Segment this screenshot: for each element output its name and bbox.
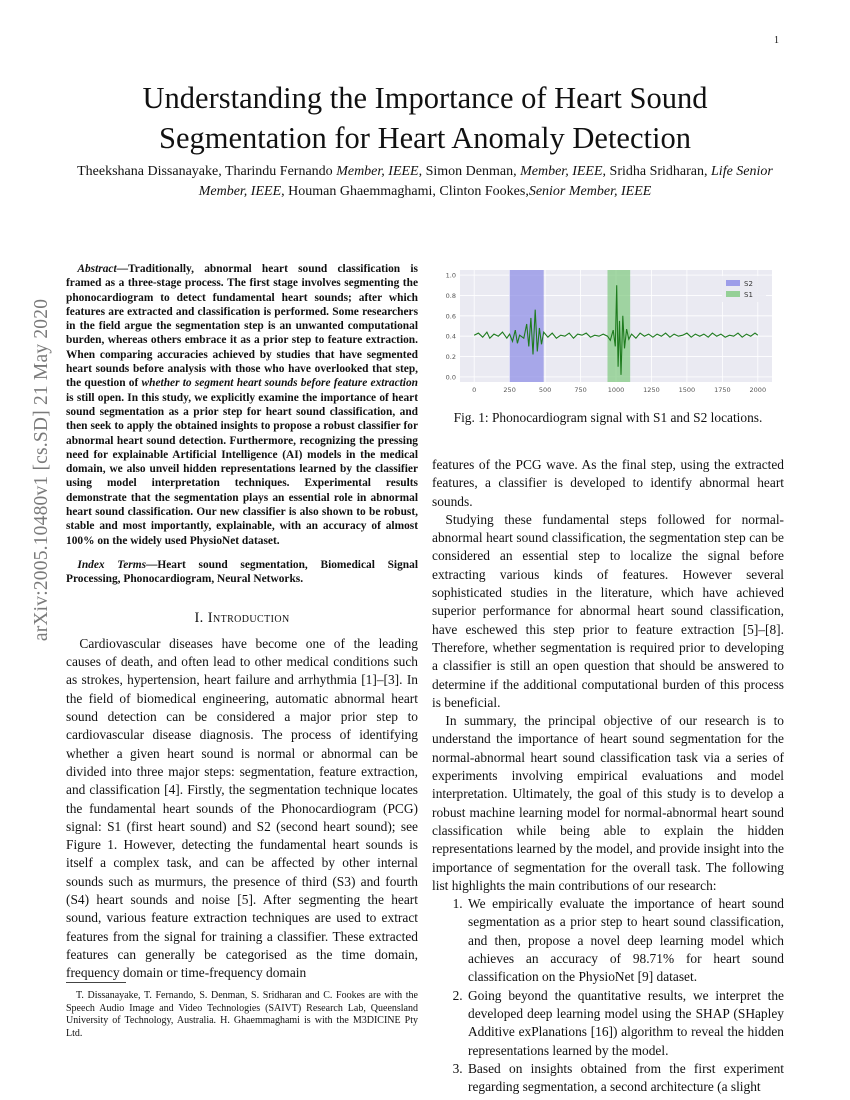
footnote-text: T. Dissanayake, T. Fernando, S. Denman, S. Sridharan and C. Fookes are with the Speech Audio Image and Video Technologies (SAIVT) Research Lab, Queensland University of Technology, Australia. H. Ghaemmaghami is with the M3DICINE Pty Ltd. [66,990,418,1039]
x-tick-label: 1750 [714,386,731,394]
legend-swatch-s2 [726,280,740,286]
y-tick-label: 0.8 [445,291,456,300]
intro-paragraph-1: Cardiovascular diseases have become one of the leading causes of death, and often lead to other medical conditions such as strokes, hypertension, heart failure and arrhythmia [1]–[3]. In the field of biomedical engineering, automatic abnormal heart sound detection can be considered a major prior step to cardiovascular disease diagnosis. The process of identifying whether a given heart sound is normal or abnormal can be divided into three major steps: segmentation, feature extraction, and classification [4]. Firstly, the segmentation technique locates the fundamental heart sounds of the Phonocardiogram (PCG) signal: S1 (first heart sound) and S2 (second heart sound); see Figure 1. However, detecting the fundamental heart sounds is itself a complex task, and can be affected by other internal sounds such as murmurs, the presence of third (S3) and fourth (S4) heart sounds and noise [5]. After segmenting the heart sound, various feature extraction techniques are used to extract features from the signal for training a classifier. These extracted features can generally be categorised as the time domain, frequency domain or time-frequency domain [66,635,418,981]
abstract: Abstract—Traditionally, abnormal heart sound classification is framed as a three-stage process. The first stage involves segmenting the phonocardiogram to detect fundamental heart sounds; after which features are extracted and classification is performed. Some researchers in the field argue the segmentation step is an unwanted computational burden, whereas others embrace it as a prior step to feature extraction. When comparing accuracies achieved by studies that have segmented heart sounds before analysis with those who have overlooked that step, the question of whether to segment heart sounds before feature extraction is still open. In this study, we explicitly examine the importance of heart sound segmentation as a prior step for heart sound classification, and then seek to apply the obtained insights to propose a robust classifier for abnormal heart sound detection. Furthermore, recognizing the pressing need for explainable Artificial Intelligence (AI) models in the medical domain, we also unveil hidden representations learned by the classifier using model interpretation techniques. Experimental results demonstrate that the segmentation plays an essential role in abnormal heart sound classification. Our new classifier is also shown to be robust, stable and most importantly, explainable, with an accuracy of almost 100% on the widely used PhysioNet dataset. [66,263,418,547]
x-tick-label: 750 [574,386,587,394]
y-tick-label: 0.0 [445,373,456,382]
x-tick-label: 250 [503,386,516,394]
contribution-item: 3. Based on insights obtained from the first experiment regarding segmentation, a second architecture (a slight [466,1060,784,1097]
contribution-item: 2. Going beyond the quantitative results, we interpret the developed deep learning model using the SHAP (SHapley Additive exPlanations [16]) algorithm to reveal the hidden representations learned by the model. [466,987,784,1060]
index-terms-text: Heart sound segmentation, Biomedical Signal Processing, Phonocardiogram, Neural Networks. [66,558,418,586]
x-tick-label: 1500 [678,386,696,394]
footnote-divider [66,982,126,983]
arxiv-side-identifier [30,260,54,680]
left-column [66,262,418,982]
x-tick-label: 1000 [607,386,625,394]
author-affiliation-footnote [66,990,418,1040]
contribution-item: 1. We empirically evaluate the importance of heart sound segmentation as a prior step to heart sound classification, and then, propose a novel deep learning model which achieves an accuracy of 98.71% for heart sound classification on the PhysioNet [9] dataset. [466,895,784,986]
x-tick-label: 500 [538,386,552,394]
y-tick-label: 0.6 [445,312,456,321]
section-heading-introduction [66,609,418,627]
author-list: Theekshana Dissanayake, Tharindu Fernando Member, IEEE, Simon Denman, Member, IEEE, Sridha Sridharan, Life Senior Member, IEEE, Houman Ghaemmaghami, Clinton Fookes,Senior Member, IEEE [77,164,773,199]
abstract-text: Traditionally, abnormal heart sound classification is framed as a three-stage process. The first stage involves segmenting the phonocardiogram to detect fundamental heart sounds; after which features are extracted and classification is performed. Some researchers in the field argue the segmentation step is an unwanted computational burden, whereas others embrace it as a prior step to feature extraction. When comparing accuracies achieved by studies that have segmented heart sounds before analysis with those who have overlooked that step, the question of whether to segment heart sounds before feature extraction is still open. In this study, we explicitly examine the importance of heart sound segmentation as a prior step for heart sound classification, and then seek to apply the obtained insights to propose a robust classifier for abnormal heart sound detection. Furthermore, recognizing the pressing need for explainable Artificial Intelligence (AI) models in the medical domain, we also unveil hidden representations learned by the classifier using model interpretation techniques. Experimental results demonstrate that the segmentation plays an essential role in abnormal heart sound classification. Our new classifier is also shown to be robust, stable and most importantly, explainable, with an accuracy of almost 100% on the widely used PhysioNet dataset. [66,263,418,547]
figure-1-caption: Fig. 1: Phonocardiogram signal with S1 and S2 locations. [453,410,763,425]
index-terms: Index Terms—Heart sound segmentation, Biomedical Signal Processing, Phonocardiogram, Neural Networks. [66,558,418,586]
right-paragraph-3: In summary, the principal objective of our research is to understand the importance of heart sound segmentation for the normal-abnormal heart sound classification task via a series of experiments involving empirical evaluations and model interpretation. Ultimately, the goal of this study is to develop a robust machine learning model for normal-abnormal heart sound classification while being able to explain the hidden representations learned by the model, and provide insight into the importance of segmentation for the overall task. The following list highlights the main contributions of our research: [432,713,784,893]
right-paragraph-1: features of the PCG wave. As the final step, using the extracted features, a classifier is developed to identify abnormal heart sounds. [432,457,784,509]
contributions-list [432,895,784,1096]
right-paragraph-2: Studying these fundamental steps followed for normal-abnormal heart sound classification, the segmentation step can be considered an essential step to localize the signal before extracting various kinds of features. However several sophisticated studies in the literature, which have achieved superior performance for abnormal heart sound classification, have eschewed this step prior to feature extraction [5]–[8]. Therefore, whether segmentation is required prior to developing a classifier is still an open question that should be answered to determine if the additional computational burden of this process is beneficial. [432,511,784,710]
index-terms-label: Index Terms [77,558,146,571]
paper-title: Understanding the Importance of Heart Sound Segmentation for Heart Anomaly Detection [142,81,708,155]
legend-label-s2: S2 [744,280,753,288]
x-tick-label: 1250 [643,386,660,394]
arxiv-identifier-text: arXiv:2005.10480v1 [cs.SD] 21 May 2020 [31,298,52,642]
right-column [432,456,784,1096]
legend-swatch-s1 [726,291,740,297]
x-tick-label: 2000 [749,386,767,394]
y-tick-label: 0.2 [445,353,456,362]
legend-label-s1: S1 [744,291,753,299]
y-tick-label: 0.4 [445,332,456,341]
x-tick-label: 0 [472,386,477,394]
figure-1-pcg-chart [432,262,782,412]
y-tick-label: 1.0 [445,271,456,280]
page-number: 1 [774,35,779,46]
abstract-label: Abstract [77,263,117,275]
section-heading-text: I. Introduction [194,609,290,626]
